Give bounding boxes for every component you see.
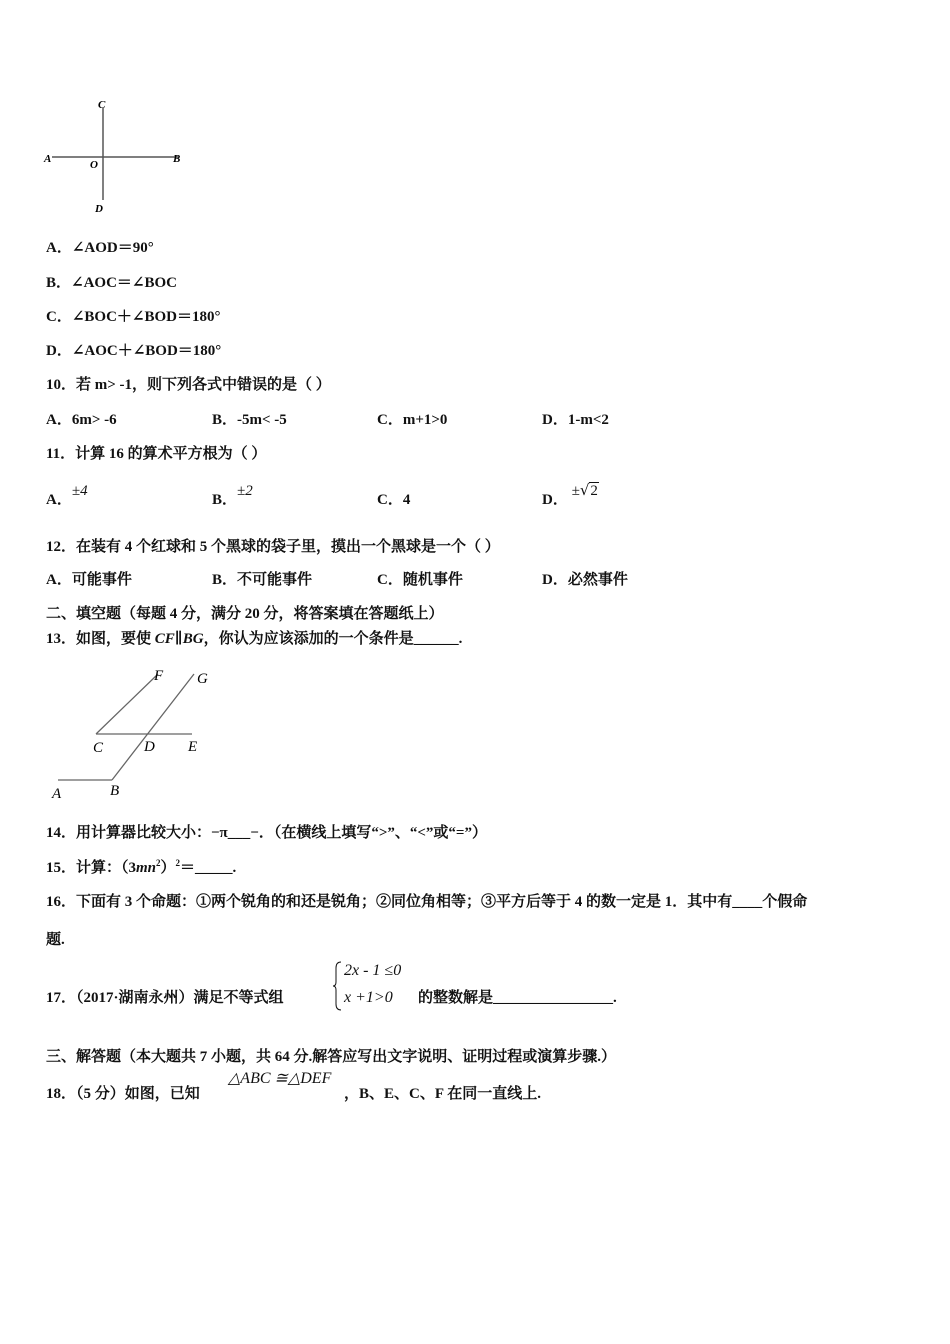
q15-stem — [46, 856, 236, 877]
q15-post: ＝_____. — [180, 860, 237, 876]
q11-option-d — [542, 481, 599, 509]
q15-mn: mn — [136, 860, 157, 876]
q15-close: ） — [160, 860, 176, 876]
fig13-label-g: G — [197, 671, 208, 687]
q17-pre: 17．（2017·湖南永州）满足不等式组 — [46, 990, 284, 1006]
fig9-label-d: D — [95, 203, 103, 215]
q11-d-pm: ± — [571, 483, 580, 499]
q15-exp-inner: 2 — [156, 858, 161, 868]
fig9-label-b: B — [173, 153, 181, 165]
q10-option-c: C．m+1>0 — [377, 412, 448, 428]
q9-option-b: B．∠AOC＝∠BOC — [46, 275, 177, 291]
line-bg — [112, 674, 194, 780]
q17-inequality-2: x +1>0 — [344, 989, 393, 1006]
q12-option-c: C．随机事件 — [377, 572, 463, 588]
q18-pre: 18．（5 分）如图，已知 — [46, 1086, 200, 1102]
section-2-heading: 二、填空题（每题 4 分，满分 20 分，将答案填在答题纸上） — [46, 606, 444, 622]
q13-pre: 13．如图，要使 — [46, 631, 155, 647]
fig13-label-f: F — [154, 668, 164, 684]
q16-line-2: 题. — [46, 932, 65, 948]
fig9-label-c: C — [98, 99, 106, 111]
q17-inequality-1: 2x - 1 ≤0 — [344, 962, 402, 979]
q13-stem — [46, 627, 462, 648]
q11-b-label: B． — [212, 492, 238, 508]
q16-line-1: 16．下面有 3 个命题：①两个锐角的和还是锐角；②同位角相等；③平方后等于 4 的数一定是 1．其中有____个假命 — [46, 894, 808, 910]
q10-option-a: A．6m> -6 — [46, 412, 117, 428]
q12-option-b: B．不可能事件 — [212, 572, 313, 588]
q11-d-label: D． — [542, 492, 568, 508]
q18-math: △ABC ≅△DEF — [228, 1070, 332, 1087]
q11-b-math: ±2 — [237, 483, 253, 499]
q11-a-label: A． — [46, 492, 72, 508]
q9-option-c: C．∠BOC＋∠BOD＝180° — [46, 309, 221, 325]
q10-option-b: B．-5m< -5 — [212, 412, 287, 428]
q13-post: ，你认为应该添加的一个条件是______. — [203, 631, 463, 647]
q17-brace-icon — [333, 960, 343, 1012]
q11-option-c: C．4 — [377, 492, 411, 508]
q10-stem: 10．若 m> -1，则下列各式中错误的是（ ） — [46, 377, 331, 393]
section-3-heading: 三、解答题（本大题共 7 小题，共 64 分.解答应写出文字说明、证明过程或演算步骤.） — [46, 1049, 617, 1065]
q12-stem: 12．在装有 4 个红球和 5 个黑球的袋子里，摸出一个黑球是一个（ ） — [46, 539, 500, 555]
fig13-label-a: A — [52, 786, 62, 802]
fig13-label-d: D — [144, 739, 155, 755]
q12-option-d: D．必然事件 — [542, 572, 628, 588]
q13-math: CF∥BG — [154, 631, 204, 647]
q10-option-d: D．1-m<2 — [542, 412, 609, 428]
q15-pre: 15．计算：（3 — [46, 860, 137, 876]
q11-option-a — [46, 483, 88, 509]
fig13-label-b: B — [110, 783, 120, 799]
q18-post: ，B、E、C、F 在同一直线上. — [344, 1086, 541, 1102]
fig9-label-a: A — [44, 153, 52, 165]
figure-q13-parallel-lines — [46, 662, 226, 804]
q11-a-math: ±4 — [71, 483, 88, 499]
fig9-label-o: O — [90, 159, 98, 171]
q15-exp-outer: 2 — [175, 858, 181, 868]
q11-d-radicand: 2 — [590, 483, 598, 499]
q9-option-a: A．∠AOD＝90° — [46, 240, 154, 256]
figure-q9-perpendicular-lines — [40, 96, 190, 218]
q11-option-b — [212, 483, 253, 509]
q14-stem: 14．用计算器比较大小：−π___−．（在横线上填写“>”、“<”或“=”） — [46, 825, 487, 841]
line-cf — [96, 674, 158, 734]
q9-option-d: D．∠AOC＋∠BOD＝180° — [46, 343, 222, 359]
q12-option-a: A．可能事件 — [46, 572, 132, 588]
q17-post: 的整数解是________________. — [418, 990, 617, 1006]
fig13-label-e: E — [188, 739, 198, 755]
q11-stem: 11．计算 16 的算术平方根为（ ） — [46, 446, 267, 462]
fig13-label-c: C — [93, 740, 104, 756]
sqrt-icon: √ — [579, 481, 590, 499]
